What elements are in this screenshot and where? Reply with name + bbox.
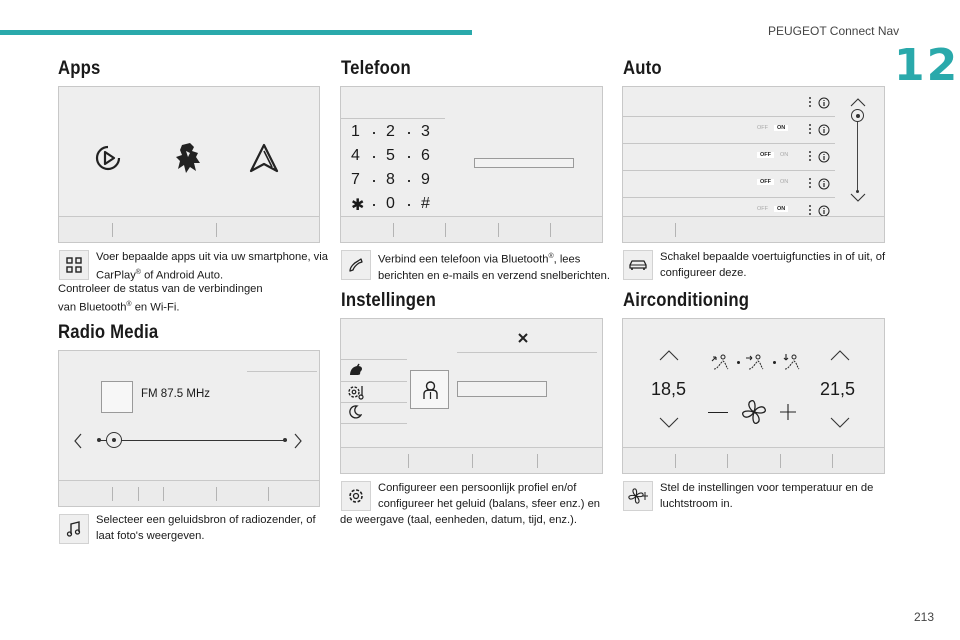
music-note-icon — [59, 514, 89, 544]
station-frequency: FM 87.5 MHz — [141, 388, 211, 400]
kebab-menu-icon[interactable] — [809, 151, 811, 161]
airco-bottom-bar — [623, 447, 884, 473]
keypad-key[interactable]: 5 — [386, 147, 395, 164]
chevron-up-icon[interactable] — [850, 97, 866, 107]
airco-description: Stel de instellingen voor temperatuur en de luchtstroom in. — [660, 482, 874, 510]
close-icon[interactable] — [517, 332, 529, 344]
gear-icon — [341, 481, 371, 511]
info-icon[interactable] — [818, 123, 830, 141]
chevron-right-icon[interactable] — [293, 433, 303, 449]
chevron-down-icon[interactable] — [850, 193, 866, 203]
temp-right-down-icon[interactable] — [830, 417, 850, 429]
section-title-telefoon: Telefoon — [341, 58, 411, 79]
fan-speed-icon — [739, 397, 769, 427]
album-art-placeholder — [101, 381, 133, 413]
section-title-instellingen: Instellingen — [341, 290, 437, 311]
on-off-toggle[interactable]: OFF ON — [757, 179, 788, 185]
info-icon[interactable] — [818, 96, 830, 114]
keypad-key[interactable]: 4 — [351, 147, 360, 164]
instellingen-bottom-bar — [341, 447, 602, 473]
frequency-slider-track[interactable] — [99, 440, 287, 441]
section-title-auto: Auto — [623, 58, 662, 79]
auto-screen — [622, 86, 885, 243]
sound-settings-icon[interactable] — [346, 383, 368, 401]
telefoon-bottom-bar — [341, 216, 602, 242]
temperature-right: 21,5 — [820, 379, 856, 399]
fan-increase-button[interactable] — [779, 403, 797, 421]
android-auto-icon[interactable] — [249, 143, 279, 173]
instellingen-screen — [340, 318, 603, 474]
auto-description: Schakel bepaalde voertuigfuncties in of uit, of configureer deze. — [660, 251, 886, 279]
phone-handset-icon — [341, 250, 371, 280]
keypad-key[interactable]: 1 — [351, 123, 360, 140]
keypad-key[interactable]: # — [421, 195, 430, 212]
kebab-menu-icon[interactable] — [809, 97, 811, 107]
airflow-feet-icon[interactable] — [781, 353, 801, 371]
keypad-key[interactable]: 7 — [351, 171, 360, 188]
fan-icon — [623, 481, 653, 511]
fan-decrease-button[interactable] — [708, 412, 728, 413]
apps-screen — [58, 86, 320, 243]
vehicle-function-row[interactable] — [623, 143, 835, 170]
vehicle-function-row[interactable] — [623, 89, 835, 116]
palette-icon[interactable] — [348, 363, 364, 377]
section-title-apps: Apps — [58, 58, 101, 79]
keypad-key[interactable]: 3 — [421, 123, 430, 140]
kebab-menu-icon[interactable] — [809, 205, 811, 215]
play-app-icon[interactable] — [95, 145, 121, 171]
profile-name-field[interactable] — [457, 381, 547, 397]
temperature-left: 18,5 — [651, 379, 687, 399]
peugeot-lion-icon[interactable] — [172, 141, 204, 175]
keypad-key[interactable]: ✱ — [351, 197, 365, 214]
phone-number-field[interactable] — [474, 158, 574, 168]
info-icon[interactable] — [818, 150, 830, 168]
on-off-toggle[interactable]: OFF ON — [757, 125, 788, 131]
info-icon[interactable] — [818, 177, 830, 195]
airflow-body-icon[interactable] — [745, 353, 765, 371]
apps-grid-icon — [59, 250, 89, 280]
apps-bottom-bar — [59, 216, 319, 242]
keypad-key[interactable]: 2 — [386, 123, 395, 140]
on-off-toggle[interactable]: OFF ON — [757, 152, 788, 158]
keypad-key[interactable]: 8 — [386, 171, 395, 188]
running-head: PEUGEOT Connect Nav — [768, 24, 900, 38]
vehicle-function-row[interactable] — [623, 116, 835, 143]
car-icon — [623, 250, 653, 280]
temp-left-up-icon[interactable] — [659, 349, 679, 361]
apps-description: Voer bepaalde apps uit via uw smartphone, via CarPlay® of Android Auto. — [96, 251, 328, 282]
airflow-face-icon[interactable] — [710, 353, 730, 371]
vehicle-function-row[interactable] — [623, 170, 835, 197]
keypad-key[interactable]: 0 — [386, 195, 395, 212]
top-accent-bar — [0, 30, 472, 35]
scrollbar-track[interactable] — [857, 121, 858, 191]
chevron-left-icon[interactable] — [73, 433, 83, 449]
keypad-key[interactable]: 9 — [421, 171, 430, 188]
night-mode-icon[interactable] — [348, 405, 362, 419]
page-number: 213 — [914, 610, 935, 624]
section-title-airconditioning: Airconditioning — [623, 290, 750, 311]
frequency-slider-handle[interactable] — [106, 432, 122, 448]
kebab-menu-icon[interactable] — [809, 178, 811, 188]
chapter-number: 12 — [894, 40, 960, 91]
instellingen-description: Configureer een persoonlijk profiel en/of configureer het geluid (balans, sfeer enz.) en — [378, 482, 601, 510]
profile-avatar[interactable] — [410, 370, 449, 409]
instellingen-description-cont: de weergave (taal, eenheden, datum, tijd, enz.). — [340, 514, 577, 526]
telefoon-screen — [340, 86, 603, 243]
apps-description-cont: Controleer de status van de verbindingen van Bluetooth® en Wi-Fi. — [58, 283, 263, 314]
radio-description: Selecteer een geluidsbron of radiozender, of laat foto's weergeven. — [96, 514, 316, 542]
scrollbar-handle[interactable] — [851, 109, 864, 122]
temp-right-up-icon[interactable] — [830, 349, 850, 361]
telefoon-description: Verbind een telefoon via Bluetooth®, lees berichten en e-mails en verzend snelberichten. — [378, 253, 610, 282]
airco-screen — [622, 318, 885, 474]
section-title-radio-media: Radio Media — [58, 322, 159, 343]
keypad-key[interactable]: 6 — [421, 147, 430, 164]
auto-bottom-bar — [623, 216, 884, 242]
temp-left-down-icon[interactable] — [659, 417, 679, 429]
kebab-menu-icon[interactable] — [809, 124, 811, 134]
radio-bottom-bar — [59, 480, 319, 506]
on-off-toggle[interactable]: OFF ON — [757, 206, 788, 212]
radio-screen — [58, 350, 320, 507]
